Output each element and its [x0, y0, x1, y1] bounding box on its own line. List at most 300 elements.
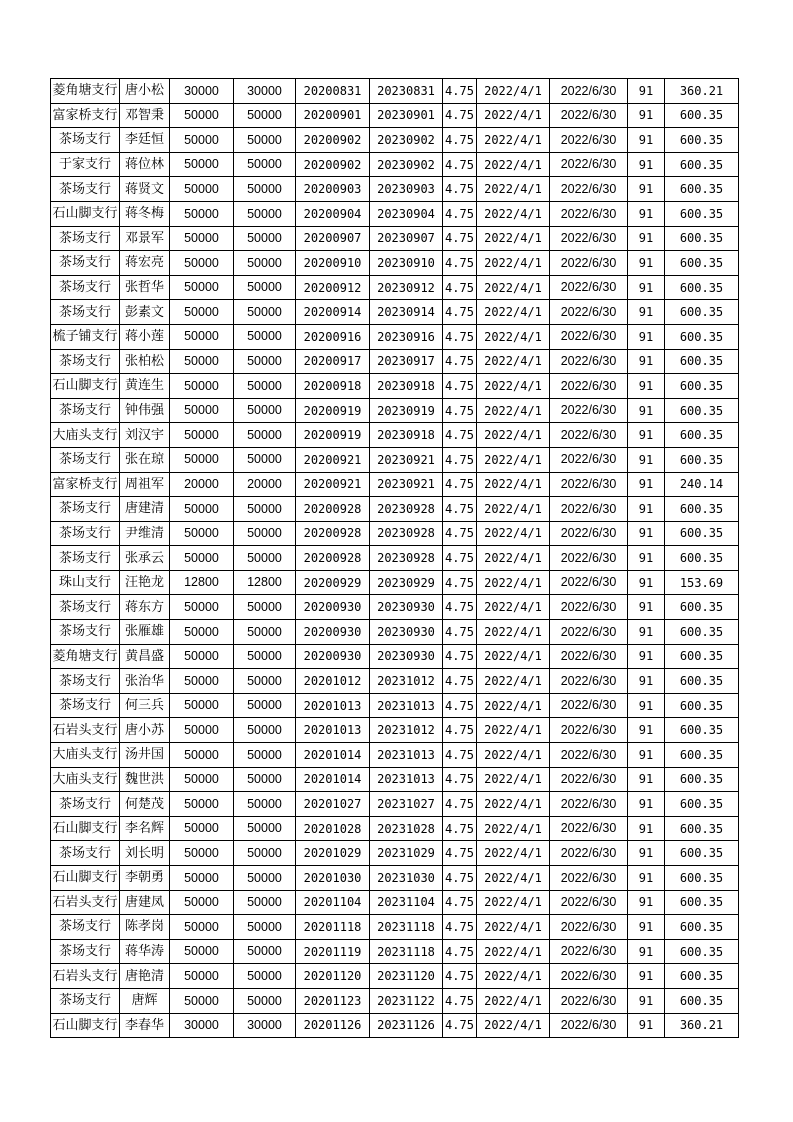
name-cell: 彭素文 [120, 300, 170, 325]
branch-cell: 石山脚支行 [51, 201, 120, 226]
end-date-cell: 20230930 [370, 595, 443, 620]
end-date-cell: 20230903 [370, 177, 443, 202]
period-start-cell: 2022/4/1 [477, 447, 550, 472]
amount-cell: 50000 [170, 497, 234, 522]
end-date-cell: 20231013 [370, 743, 443, 768]
amount-cell: 50000 [170, 275, 234, 300]
period-end-cell: 2022/6/30 [550, 792, 628, 817]
table-row [51, 841, 739, 866]
start-date-cell: 20200921 [296, 472, 370, 497]
period-end-cell: 2022/6/30 [550, 841, 628, 866]
name-cell: 何三兵 [120, 693, 170, 718]
balance-cell: 50000 [234, 275, 296, 300]
start-date-cell: 20200928 [296, 497, 370, 522]
rate-cell: 4.75 [443, 497, 477, 522]
balance-cell: 50000 [234, 890, 296, 915]
branch-cell: 茶场支行 [51, 595, 120, 620]
interest-cell: 600.35 [665, 177, 739, 202]
branch-cell: 茶场支行 [51, 128, 120, 153]
rate-cell: 4.75 [443, 521, 477, 546]
table-row [51, 447, 739, 472]
balance-cell: 50000 [234, 792, 296, 817]
days-cell: 91 [628, 669, 665, 694]
branch-cell: 珠山支行 [51, 570, 120, 595]
amount-cell: 50000 [170, 177, 234, 202]
amount-cell: 50000 [170, 546, 234, 571]
days-cell: 91 [628, 472, 665, 497]
rate-cell: 4.75 [443, 423, 477, 448]
end-date-cell: 20230831 [370, 79, 443, 104]
table-row [51, 251, 739, 276]
period-end-cell: 2022/6/30 [550, 890, 628, 915]
days-cell: 91 [628, 497, 665, 522]
amount-cell: 50000 [170, 226, 234, 251]
period-end-cell: 2022/6/30 [550, 693, 628, 718]
balance-cell: 30000 [234, 79, 296, 104]
name-cell: 钟伟强 [120, 398, 170, 423]
table-row [51, 324, 739, 349]
period-start-cell: 2022/4/1 [477, 669, 550, 694]
period-start-cell: 2022/4/1 [477, 103, 550, 128]
days-cell: 91 [628, 939, 665, 964]
branch-cell: 茶场支行 [51, 398, 120, 423]
end-date-cell: 20230929 [370, 570, 443, 595]
interest-cell: 600.35 [665, 620, 739, 645]
start-date-cell: 20200918 [296, 374, 370, 399]
period-start-cell: 2022/4/1 [477, 816, 550, 841]
amount-cell: 50000 [170, 890, 234, 915]
rate-cell: 4.75 [443, 964, 477, 989]
days-cell: 91 [628, 866, 665, 891]
balance-cell: 50000 [234, 251, 296, 276]
rate-cell: 4.75 [443, 349, 477, 374]
name-cell: 周祖军 [120, 472, 170, 497]
period-end-cell: 2022/6/30 [550, 374, 628, 399]
rate-cell: 4.75 [443, 644, 477, 669]
period-end-cell: 2022/6/30 [550, 201, 628, 226]
table-row [51, 767, 739, 792]
name-cell: 汪艳龙 [120, 570, 170, 595]
rate-cell: 4.75 [443, 669, 477, 694]
balance-cell: 50000 [234, 300, 296, 325]
end-date-cell: 20230910 [370, 251, 443, 276]
start-date-cell: 20200919 [296, 398, 370, 423]
end-date-cell: 20230912 [370, 275, 443, 300]
table-row [51, 177, 739, 202]
amount-cell: 50000 [170, 767, 234, 792]
end-date-cell: 20231012 [370, 669, 443, 694]
start-date-cell: 20200930 [296, 620, 370, 645]
end-date-cell: 20231126 [370, 1013, 443, 1038]
days-cell: 91 [628, 226, 665, 251]
interest-cell: 600.35 [665, 669, 739, 694]
rate-cell: 4.75 [443, 447, 477, 472]
rate-cell: 4.75 [443, 915, 477, 940]
interest-cell: 600.35 [665, 964, 739, 989]
days-cell: 91 [628, 1013, 665, 1038]
balance-cell: 50000 [234, 447, 296, 472]
end-date-cell: 20230928 [370, 497, 443, 522]
days-cell: 91 [628, 423, 665, 448]
name-cell: 蒋华涛 [120, 939, 170, 964]
period-start-cell: 2022/4/1 [477, 546, 550, 571]
name-cell: 蒋冬梅 [120, 201, 170, 226]
interest-cell: 600.35 [665, 595, 739, 620]
table-row [51, 570, 739, 595]
start-date-cell: 20200928 [296, 521, 370, 546]
days-cell: 91 [628, 275, 665, 300]
amount-cell: 50000 [170, 300, 234, 325]
table-row [51, 595, 739, 620]
period-end-cell: 2022/6/30 [550, 570, 628, 595]
days-cell: 91 [628, 792, 665, 817]
period-end-cell: 2022/6/30 [550, 128, 628, 153]
table-row [51, 349, 739, 374]
days-cell: 91 [628, 841, 665, 866]
table-row [51, 620, 739, 645]
name-cell: 唐建凤 [120, 890, 170, 915]
days-cell: 91 [628, 595, 665, 620]
rate-cell: 4.75 [443, 693, 477, 718]
table-row [51, 226, 739, 251]
amount-cell: 50000 [170, 423, 234, 448]
start-date-cell: 20200921 [296, 447, 370, 472]
interest-cell: 600.35 [665, 128, 739, 153]
name-cell: 李廷恒 [120, 128, 170, 153]
branch-cell: 茶场支行 [51, 349, 120, 374]
start-date-cell: 20201029 [296, 841, 370, 866]
start-date-cell: 20201013 [296, 693, 370, 718]
name-cell: 张哲华 [120, 275, 170, 300]
name-cell: 李春华 [120, 1013, 170, 1038]
name-cell: 张在琼 [120, 447, 170, 472]
period-start-cell: 2022/4/1 [477, 79, 550, 104]
amount-cell: 50000 [170, 915, 234, 940]
days-cell: 91 [628, 767, 665, 792]
days-cell: 91 [628, 300, 665, 325]
period-end-cell: 2022/6/30 [550, 79, 628, 104]
interest-cell: 600.35 [665, 201, 739, 226]
branch-cell: 茶场支行 [51, 546, 120, 571]
period-start-cell: 2022/4/1 [477, 152, 550, 177]
end-date-cell: 20231012 [370, 718, 443, 743]
amount-cell: 50000 [170, 816, 234, 841]
amount-cell: 50000 [170, 103, 234, 128]
days-cell: 91 [628, 324, 665, 349]
period-start-cell: 2022/4/1 [477, 570, 550, 595]
name-cell: 邓智秉 [120, 103, 170, 128]
end-date-cell: 20231013 [370, 767, 443, 792]
balance-cell: 50000 [234, 866, 296, 891]
period-start-cell: 2022/4/1 [477, 644, 550, 669]
branch-cell: 茶场支行 [51, 988, 120, 1013]
interest-cell: 600.35 [665, 423, 739, 448]
branch-cell: 茶场支行 [51, 251, 120, 276]
rate-cell: 4.75 [443, 251, 477, 276]
interest-cell: 600.35 [665, 251, 739, 276]
amount-cell: 50000 [170, 398, 234, 423]
period-end-cell: 2022/6/30 [550, 103, 628, 128]
branch-cell: 茶场支行 [51, 939, 120, 964]
table-row [51, 423, 739, 448]
start-date-cell: 20200930 [296, 644, 370, 669]
amount-cell: 50000 [170, 324, 234, 349]
table-row [51, 300, 739, 325]
rate-cell: 4.75 [443, 324, 477, 349]
rate-cell: 4.75 [443, 816, 477, 841]
branch-cell: 石山脚支行 [51, 816, 120, 841]
period-end-cell: 2022/6/30 [550, 620, 628, 645]
days-cell: 91 [628, 201, 665, 226]
period-start-cell: 2022/4/1 [477, 743, 550, 768]
branch-cell: 茶场支行 [51, 693, 120, 718]
period-start-cell: 2022/4/1 [477, 964, 550, 989]
interest-cell: 600.35 [665, 743, 739, 768]
period-start-cell: 2022/4/1 [477, 251, 550, 276]
amount-cell: 50000 [170, 939, 234, 964]
period-end-cell: 2022/6/30 [550, 251, 628, 276]
period-end-cell: 2022/6/30 [550, 644, 628, 669]
end-date-cell: 20230901 [370, 103, 443, 128]
amount-cell: 50000 [170, 964, 234, 989]
period-start-cell: 2022/4/1 [477, 939, 550, 964]
balance-cell: 50000 [234, 546, 296, 571]
days-cell: 91 [628, 816, 665, 841]
days-cell: 91 [628, 374, 665, 399]
table-row [51, 644, 739, 669]
balance-cell: 50000 [234, 841, 296, 866]
balance-cell: 50000 [234, 644, 296, 669]
table-row [51, 152, 739, 177]
period-start-cell: 2022/4/1 [477, 915, 550, 940]
rate-cell: 4.75 [443, 866, 477, 891]
balance-cell: 50000 [234, 988, 296, 1013]
rate-cell: 4.75 [443, 201, 477, 226]
balance-cell: 50000 [234, 398, 296, 423]
end-date-cell: 20231120 [370, 964, 443, 989]
table-row [51, 79, 739, 104]
branch-cell: 茶场支行 [51, 669, 120, 694]
branch-cell: 菱角塘支行 [51, 79, 120, 104]
start-date-cell: 20200928 [296, 546, 370, 571]
start-date-cell: 20201013 [296, 718, 370, 743]
branch-cell: 石岩头支行 [51, 718, 120, 743]
start-date-cell: 20200917 [296, 349, 370, 374]
period-start-cell: 2022/4/1 [477, 841, 550, 866]
balance-cell: 50000 [234, 964, 296, 989]
start-date-cell: 20200902 [296, 152, 370, 177]
start-date-cell: 20200903 [296, 177, 370, 202]
amount-cell: 50000 [170, 620, 234, 645]
start-date-cell: 20201014 [296, 743, 370, 768]
table-row [51, 964, 739, 989]
end-date-cell: 20231122 [370, 988, 443, 1013]
period-start-cell: 2022/4/1 [477, 866, 550, 891]
interest-cell: 600.35 [665, 644, 739, 669]
period-start-cell: 2022/4/1 [477, 349, 550, 374]
table-row [51, 521, 739, 546]
amount-cell: 50000 [170, 644, 234, 669]
balance-cell: 50000 [234, 349, 296, 374]
branch-cell: 富家桥支行 [51, 103, 120, 128]
branch-cell: 茶场支行 [51, 300, 120, 325]
name-cell: 唐辉 [120, 988, 170, 1013]
name-cell: 黄连生 [120, 374, 170, 399]
name-cell: 李朝勇 [120, 866, 170, 891]
period-end-cell: 2022/6/30 [550, 226, 628, 251]
name-cell: 尹维清 [120, 521, 170, 546]
period-start-cell: 2022/4/1 [477, 620, 550, 645]
table-row [51, 103, 739, 128]
interest-cell: 600.35 [665, 816, 739, 841]
period-start-cell: 2022/4/1 [477, 226, 550, 251]
table-row [51, 718, 739, 743]
rate-cell: 4.75 [443, 152, 477, 177]
balance-cell: 50000 [234, 915, 296, 940]
start-date-cell: 20201118 [296, 915, 370, 940]
branch-cell: 大庙头支行 [51, 743, 120, 768]
table-row [51, 472, 739, 497]
end-date-cell: 20230914 [370, 300, 443, 325]
start-date-cell: 20201014 [296, 767, 370, 792]
balance-cell: 12800 [234, 570, 296, 595]
end-date-cell: 20230917 [370, 349, 443, 374]
end-date-cell: 20230921 [370, 472, 443, 497]
name-cell: 唐小苏 [120, 718, 170, 743]
table-row [51, 988, 739, 1013]
interest-cell: 600.35 [665, 497, 739, 522]
period-end-cell: 2022/6/30 [550, 939, 628, 964]
interest-cell: 600.35 [665, 890, 739, 915]
days-cell: 91 [628, 103, 665, 128]
period-start-cell: 2022/4/1 [477, 792, 550, 817]
rate-cell: 4.75 [443, 792, 477, 817]
name-cell: 蒋位林 [120, 152, 170, 177]
amount-cell: 50000 [170, 669, 234, 694]
period-start-cell: 2022/4/1 [477, 595, 550, 620]
name-cell: 张承云 [120, 546, 170, 571]
table-row [51, 374, 739, 399]
period-start-cell: 2022/4/1 [477, 275, 550, 300]
period-end-cell: 2022/6/30 [550, 300, 628, 325]
balance-cell: 30000 [234, 1013, 296, 1038]
days-cell: 91 [628, 398, 665, 423]
name-cell: 邓景军 [120, 226, 170, 251]
name-cell: 张治华 [120, 669, 170, 694]
start-date-cell: 20200901 [296, 103, 370, 128]
period-start-cell: 2022/4/1 [477, 128, 550, 153]
amount-cell: 50000 [170, 447, 234, 472]
start-date-cell: 20201030 [296, 866, 370, 891]
amount-cell: 30000 [170, 79, 234, 104]
period-start-cell: 2022/4/1 [477, 497, 550, 522]
table-row [51, 890, 739, 915]
rate-cell: 4.75 [443, 472, 477, 497]
end-date-cell: 20230916 [370, 324, 443, 349]
table-row [51, 866, 739, 891]
name-cell: 蒋小莲 [120, 324, 170, 349]
name-cell: 刘汉宇 [120, 423, 170, 448]
name-cell: 黄昌盛 [120, 644, 170, 669]
table-row [51, 497, 739, 522]
interest-table [50, 78, 739, 1038]
rate-cell: 4.75 [443, 841, 477, 866]
start-date-cell: 20201119 [296, 939, 370, 964]
branch-cell: 茶场支行 [51, 275, 120, 300]
end-date-cell: 20230928 [370, 546, 443, 571]
start-date-cell: 20200910 [296, 251, 370, 276]
branch-cell: 石山脚支行 [51, 374, 120, 399]
interest-cell: 600.35 [665, 324, 739, 349]
days-cell: 91 [628, 570, 665, 595]
end-date-cell: 20231028 [370, 816, 443, 841]
days-cell: 91 [628, 447, 665, 472]
rate-cell: 4.75 [443, 128, 477, 153]
table-row [51, 693, 739, 718]
amount-cell: 50000 [170, 841, 234, 866]
end-date-cell: 20231027 [370, 792, 443, 817]
end-date-cell: 20230928 [370, 521, 443, 546]
amount-cell: 50000 [170, 521, 234, 546]
days-cell: 91 [628, 128, 665, 153]
amount-cell: 12800 [170, 570, 234, 595]
end-date-cell: 20231104 [370, 890, 443, 915]
branch-cell: 茶场支行 [51, 915, 120, 940]
interest-cell: 600.35 [665, 915, 739, 940]
rate-cell: 4.75 [443, 374, 477, 399]
end-date-cell: 20230930 [370, 620, 443, 645]
period-start-cell: 2022/4/1 [477, 767, 550, 792]
period-start-cell: 2022/4/1 [477, 693, 550, 718]
end-date-cell: 20231029 [370, 841, 443, 866]
rate-cell: 4.75 [443, 988, 477, 1013]
rate-cell: 4.75 [443, 79, 477, 104]
rate-cell: 4.75 [443, 300, 477, 325]
end-date-cell: 20230902 [370, 128, 443, 153]
period-end-cell: 2022/6/30 [550, 595, 628, 620]
amount-cell: 50000 [170, 718, 234, 743]
branch-cell: 梳子铺支行 [51, 324, 120, 349]
amount-cell: 50000 [170, 374, 234, 399]
rate-cell: 4.75 [443, 595, 477, 620]
start-date-cell: 20200914 [296, 300, 370, 325]
interest-cell: 600.35 [665, 349, 739, 374]
table-row [51, 939, 739, 964]
start-date-cell: 20201126 [296, 1013, 370, 1038]
days-cell: 91 [628, 644, 665, 669]
interest-cell: 600.35 [665, 226, 739, 251]
start-date-cell: 20200930 [296, 595, 370, 620]
balance-cell: 50000 [234, 693, 296, 718]
start-date-cell: 20200904 [296, 201, 370, 226]
period-end-cell: 2022/6/30 [550, 447, 628, 472]
end-date-cell: 20230919 [370, 398, 443, 423]
balance-cell: 50000 [234, 226, 296, 251]
branch-cell: 大庙头支行 [51, 423, 120, 448]
period-start-cell: 2022/4/1 [477, 521, 550, 546]
end-date-cell: 20230918 [370, 423, 443, 448]
branch-cell: 茶场支行 [51, 447, 120, 472]
days-cell: 91 [628, 915, 665, 940]
period-start-cell: 2022/4/1 [477, 374, 550, 399]
end-date-cell: 20230918 [370, 374, 443, 399]
period-end-cell: 2022/6/30 [550, 546, 628, 571]
balance-cell: 50000 [234, 201, 296, 226]
balance-cell: 50000 [234, 423, 296, 448]
balance-cell: 50000 [234, 177, 296, 202]
days-cell: 91 [628, 521, 665, 546]
interest-cell: 600.35 [665, 767, 739, 792]
